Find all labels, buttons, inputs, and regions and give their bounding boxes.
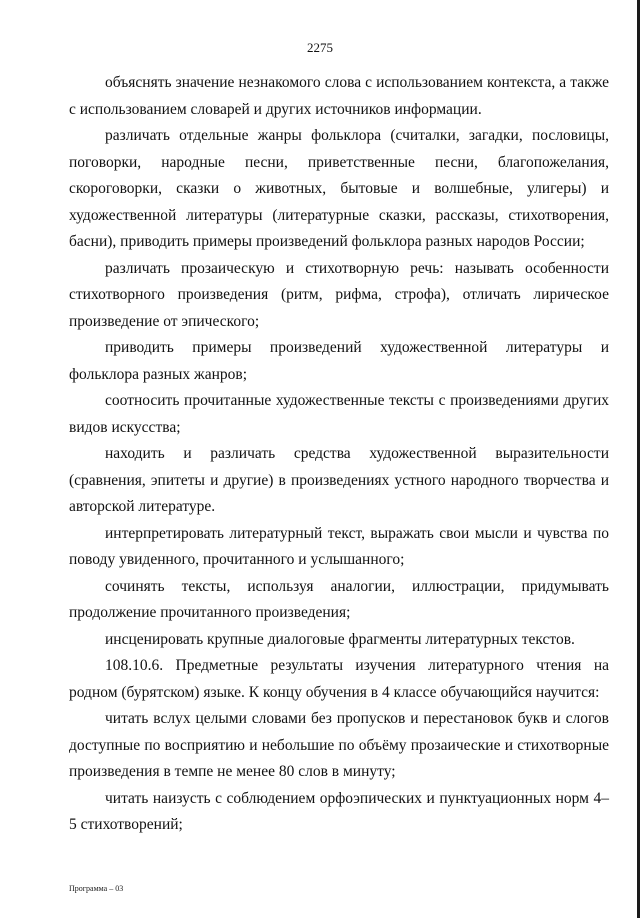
section-paragraph: 108.10.6. Предметные результаты изучения литературного чтения на родном (бурятском) языке. К концу обучения в 4 классе обучающийся научится: bbox=[69, 657, 609, 701]
paragraph: различать отдельные жанры фольклора (считалки, загадки, пословицы, поговорки, народные песни, приветственные песни, благопожелания, скороговорки, сказки о животных, бытовые и волшебные, улигеры) и художественной литературы (литературные сказки, рассказы, стихотворения, басни), приводить примеры произведений фольклора разных народов России; bbox=[69, 127, 609, 250]
paragraph: различать прозаическую и стихотворную речь: называть особенности стихотворного произведения (ритм, рифма, строфа), отличать лирическое произведение от эпического; bbox=[69, 259, 609, 330]
page-footer: Программа – 03 bbox=[69, 884, 124, 893]
paragraph: инсценировать крупные диалоговые фрагменты литературных текстов. bbox=[105, 630, 575, 648]
document-body bbox=[69, 70, 609, 839]
paragraph: сочинять тексты, используя аналогии, иллюстрации, придумывать продолжение прочитанного произведения; bbox=[69, 577, 609, 621]
page-number: 2275 bbox=[307, 40, 333, 55]
paragraph: объяснять значение незнакомого слова с использованием контекста, а также с использованием словарей и других источников информации. bbox=[69, 74, 609, 118]
paragraph: соотносить прочитанные художественные тексты с произведениями других видов искусства; bbox=[69, 392, 609, 436]
paragraph: интерпретировать литературный текст, выражать свои мысли и чувства по поводу увиденного, прочитанного и услышанного; bbox=[69, 524, 609, 568]
paragraph: находить и различать средства художественной выразительности (сравнения, эпитеты и другие) в произведениях устного народного творчества и авторской литературе. bbox=[69, 445, 609, 515]
paragraph: читать вслух целыми словами без пропусков и перестановок букв и слогов доступные по восприятию и небольшие по объёму прозаические и стихотворные произведения в темпе не менее 80 слов в минуту; bbox=[69, 710, 609, 780]
paragraph: читать наизусть с соблюдением орфоэпических и пунктуационных норм 4–5 стихотворений; bbox=[69, 789, 609, 833]
paragraph: приводить примеры произведений художественной литературы и фольклора разных жанров; bbox=[69, 339, 609, 383]
